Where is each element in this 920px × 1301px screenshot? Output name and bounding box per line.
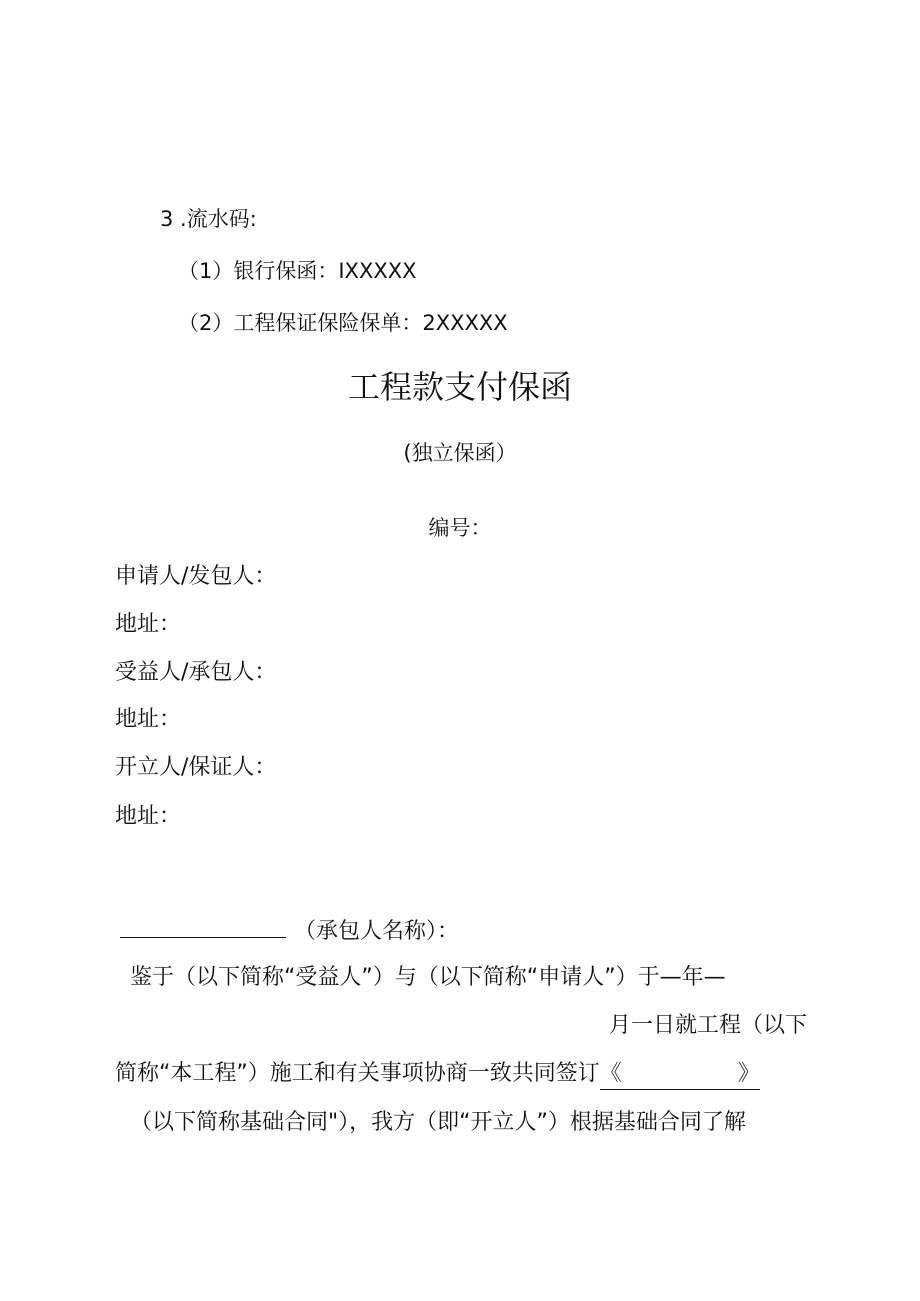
party-applicant-address: 地址： [115, 612, 182, 637]
body-line-2: 月一日就工程（以下 [608, 1013, 807, 1038]
party-issuer: 开立人/保证人： [115, 755, 277, 780]
document-title: 工程款支付保函 [347, 368, 572, 406]
document-subtitle: (独立保函） [403, 441, 517, 465]
party-issuer-address: 地址： [115, 804, 182, 829]
addressee-line [120, 915, 459, 947]
body-line-3 [115, 1059, 760, 1090]
contract-close-bracket: 》 [737, 1061, 760, 1086]
serial-heading: 3 .流水码: [160, 207, 257, 231]
serial-item-bank-guarantee: （1）银行保函：IXXXXX [178, 259, 417, 283]
party-beneficiary-address: 地址： [115, 707, 182, 732]
addressee-suffix: （承包人名称）： [294, 919, 460, 944]
body-line-4: （以下简称基础合同"），我方（即“开立人”）根据基础合同了解 [130, 1110, 746, 1135]
party-applicant: 申请人/发包人： [115, 564, 277, 589]
body-line-1: 鉴于（以下简称“受益人”）与（以下简称“申请人”）于—年— [130, 965, 726, 990]
contract-open-bracket: 《 [599, 1061, 622, 1086]
contract-name-blank [600, 1059, 760, 1090]
document-number-label: 编号： [428, 516, 492, 540]
party-beneficiary: 受益人/承包人： [115, 660, 277, 685]
body-line-3-text: 简称“本工程”）施工和有关事项协商一致共同签订 [115, 1061, 600, 1086]
serial-item-insurance-policy: （2）工程保证保险保单：2XXXXX [178, 311, 508, 335]
addressee-name-blank [120, 915, 286, 938]
